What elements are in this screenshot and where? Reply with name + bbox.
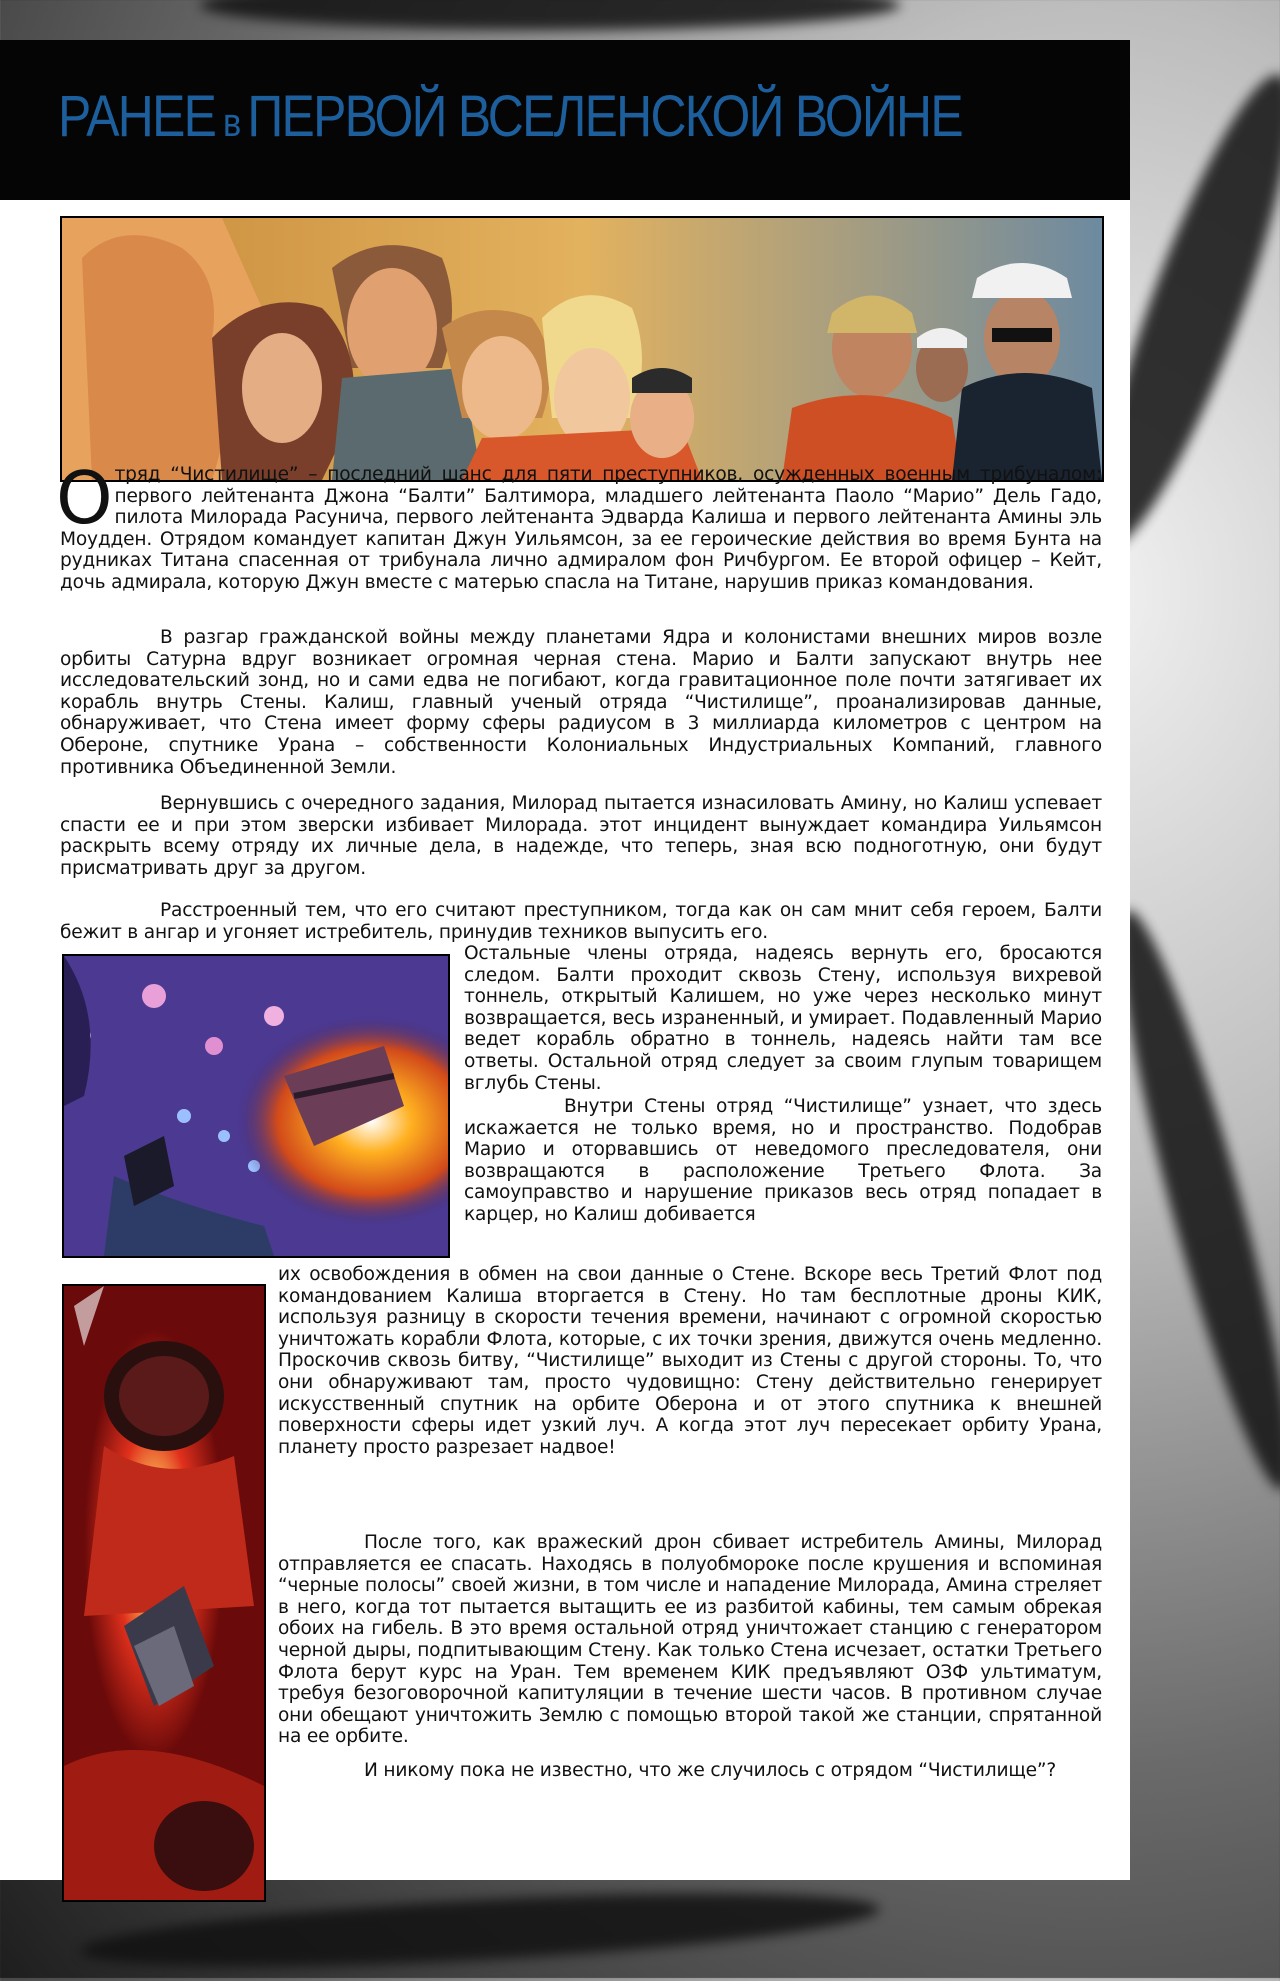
- paragraph-third-fleet: их освобождения в обмен на свои данные о Стене. Вскоре весь Третий Флот под командованием Калиша вторгается в Стену. Но там бесплотные дроны КИК, используя разницу в скорости течения времени, начинают с огромной скоростью уничтожать корабли Флота, которые, с их точки зрения, движутся очень медленно. Проскочив сквозь битву, “Чистилище” выходит из Стены с другой стороны. То, что они обнаруживают там, просто чудовищно: Стену действительно генерирует искусственный спутник на орбите Оберона и от этого спутника к внешней поверхности сферы идет узкий луч. А когда этот луч пересекает орбиту Урана, планету просто разрезает надвое!: [278, 1264, 1102, 1458]
- paragraph-tunnel: Остальные члены отряда, надеясь вернуть его, бросаются следом. Балти проходит сквозь Стену, используя вихревой тоннель, открытый Калишем, но уже через несколько минут возвращается, весь израненный, и умирает. Подавленный Марио ведет корабль обратно в тоннель, надеясь найти там все ответы. Остальной отряд следует за своим глупым товарищем вглубь Стены.: [464, 943, 1102, 1094]
- title-part-before: РАНЕЕ: [58, 84, 216, 149]
- header-bar: [0, 40, 1130, 200]
- paragraph-wall: В разгар гражданской войны между планетами Ядра и колонистами внешних миров возле орбиты Сатурна вдруг возникает огромная черная стена. Марио и Балти запускают внутрь нее исследовательский зонд, но и сами едва не погибают, когда гравитационное поле почти затягивает их корабль внутрь Стены. Калиш, главный ученый отряда “Чистилище”, проанализировав данные, обнаруживает, что Стена имеет форму сферы радиусом в 3 миллиарда километров с центром на Обероне, спутнике Урана – собственности Колониальных Индустриальных Компаний, главного противника Объединенной Земли.: [60, 627, 1102, 778]
- title-part-after: ПЕРВОЙ ВСЕЛЕНСКОЙ ВОЙНЕ: [247, 84, 962, 149]
- paragraph-inside-wall: Внутри Стены отряд “Чистилище” узнает, что здесь искажается не только время, но и пространство. Подобрав Марио и оторвавшись от неведомого преследователя, они возвращаются в расположение Третьего Флота. За самоуправство и нарушение приказов весь отряд попадает в карцер, но Калиш добивается: [464, 1096, 1102, 1225]
- title-connector: в: [215, 101, 248, 145]
- astronaut-panel: [62, 1284, 266, 1902]
- crew-lineup-panel: [60, 216, 1104, 482]
- paragraph-intro-text: тряд “Чистилище” – последний шанс для пяти преступников, осужденных военным трибуналом: первого лейтенанта Джона “Балти” Балтимора, младшего лейтенанта Паоло “Марио” Дель Гадо, пилота Милорада Расунича, первого лейтенанта Эдварда Калиша и первого лейтенанта Амины эль Моудден. Отрядом командует капитан Джун Уильямсон, за ее героические действия во время Бунта на рудниках Титана спасенная от трибунала лично адмиралом фон Ричбургом. Ее второй офицер – Кейт, дочь адмирала, которую Джун вместе с матерью спасла на Титане, нарушив приказ командования.: [60, 464, 1102, 593]
- page-title: [58, 84, 962, 149]
- comic-page: [0, 40, 1130, 1880]
- background-streak: [200, 0, 900, 30]
- drop-cap: О: [56, 456, 113, 540]
- paragraph-balti-escape: Расстроенный тем, что его считают преступником, тогда как он сам мнит себя героем, Балти бежит в ангар и угоняет истребитель, принудив техников выпусить его.: [60, 900, 1102, 943]
- paragraph-amina: После того, как вражеский дрон сбивает истребитель Амины, Милорад отправляется ее спасать. Находясь в полуобмороке после крушения и вспоминая “черные полосы” своей жизни, в том числе и нападение Милорада, Амина стреляет в него, когда тот пытается вытащить ее из разбитой кабины, тем самым обрекая обоих на гибель. В это время остальной отряд уничтожает станцию с генератором черной дыры, подпитывающим Стену. Как только Стена исчезает, остатки Третьего Флота берут курс на Уран. Тем временем КИК предъявляют ОЗФ ультиматум, требуя безоговорочной капитуляции в течение шести часов. В противном случае они обещают уничтожить Землю с помощью второй такой же станции, спрятанной на ее орбите.: [278, 1532, 1102, 1748]
- space-battle-panel: [62, 954, 450, 1258]
- paragraph-incident: Вернувшись с очередного задания, Милорад пытается изнасиловать Амину, но Калиш успевает спасти ее и при этом зверски избивает Милорада. этот инцидент вынуждает командира Уильямсон раскрыть всему отряду их личные дела, в надежде, что теперь, зная всю подноготную, они будут присматривать друг за другом.: [60, 793, 1102, 879]
- paragraph-closing: И никому пока не известно, что же случилось с отрядом “Чистилище”?: [364, 1760, 1057, 1781]
- paragraph-intro: [56, 456, 1102, 594]
